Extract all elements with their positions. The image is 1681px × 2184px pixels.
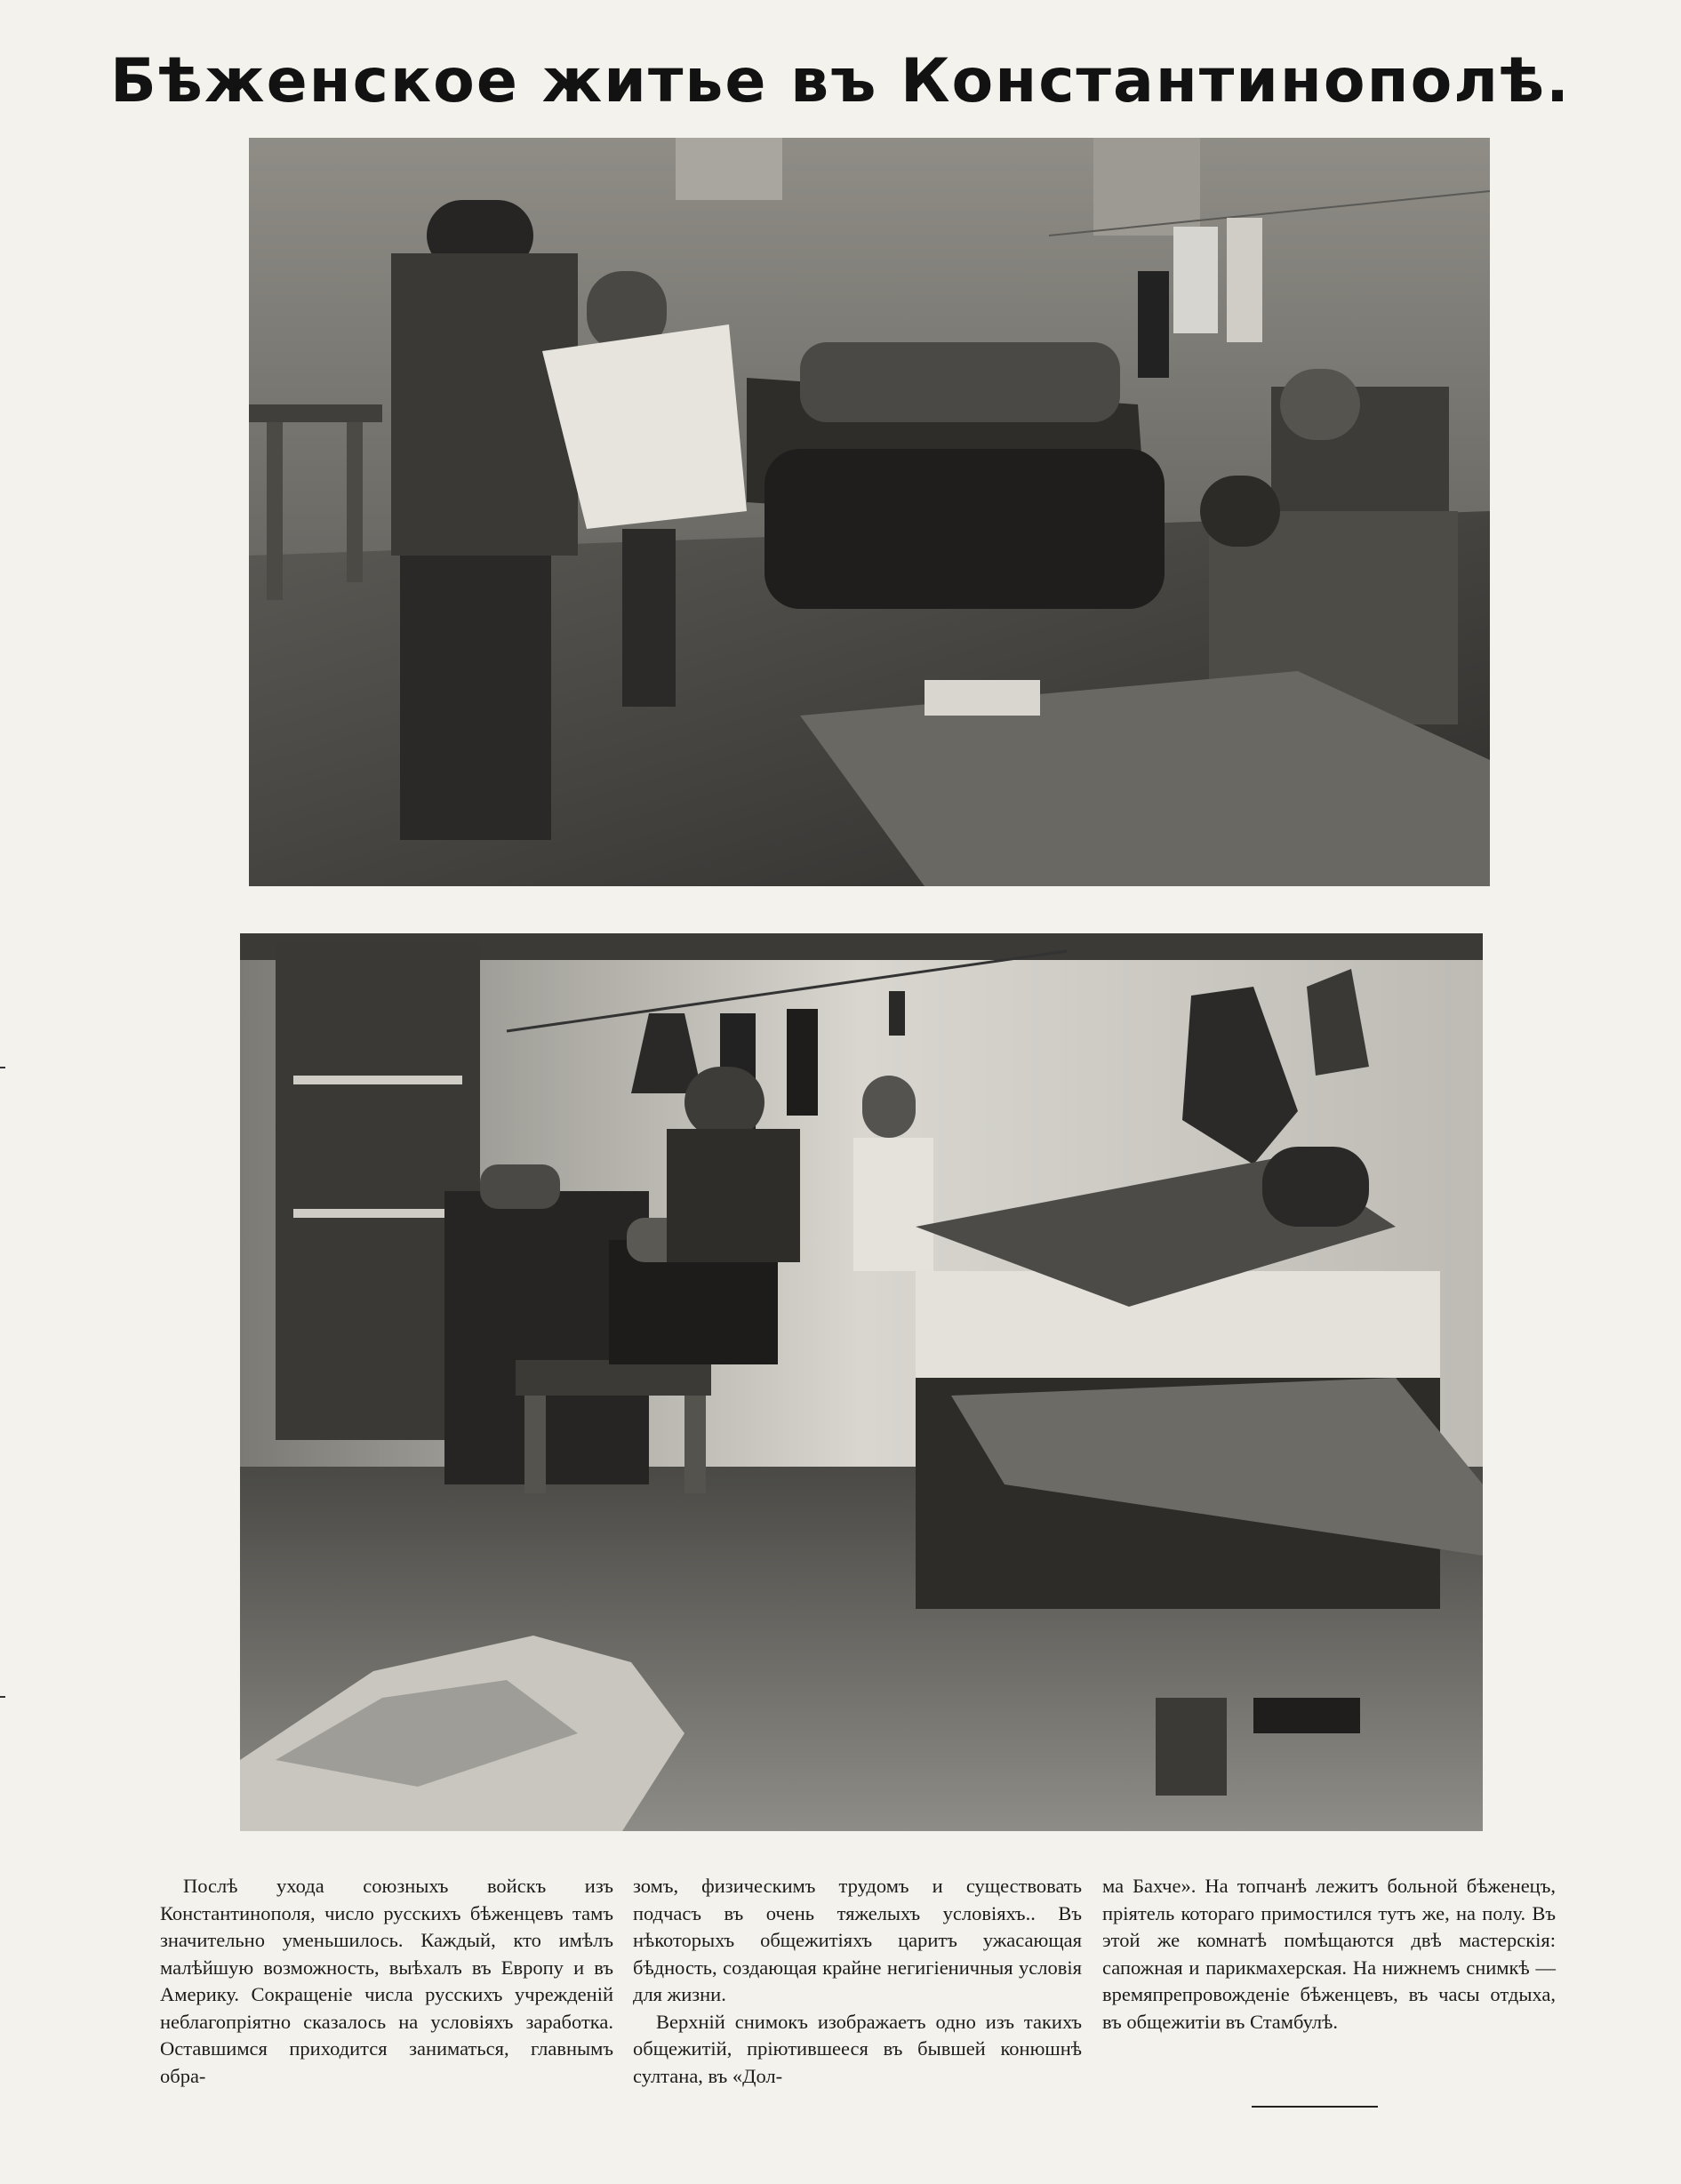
end-rule [1252, 2106, 1378, 2108]
page-title: Бѣженское житье въ Константинополѣ. [110, 46, 1571, 116]
photo-barber-and-cobblers-room-image [249, 138, 1490, 886]
binding-mark [0, 1067, 5, 1068]
article-paragraph: Верхній снимокъ изображаетъ одно изъ такихъ общежитій, пріютившееся въ бывшей конюшнѣ султана, въ «Дол- [633, 2010, 1082, 2087]
photo-barber-and-cobblers-room [249, 138, 1490, 886]
article-column-1 [160, 1873, 613, 2140]
article-paragraph: Послѣ ухода союзныхъ войскъ изъ Константинополя, число русскихъ бѣженцевъ тамъ значительно уменьшилось. Каждый, кто имѣлъ малѣйшую возможность, выѣхалъ въ Европу и въ Америку. Сокращеніе числа русскихъ учрежденій неблагопріятно сказалось на условіяхъ заработка. Оставшимся приходится заниматься, главнымъ обра- [160, 1875, 613, 2087]
article-paragraph: ма Бахче». На топчанѣ лежитъ больной бѣженецъ, пріятель котораго примостился тутъ же, на полу. Въ этой же комнатѣ помѣщаются двѣ мастерскія: сапожная и парикмахерская. На нижнемъ снимкѣ — времяпрепровожденіе бѣженцевъ, въ часы отдыха, въ общежитіи въ Стамбулѣ. [1102, 1875, 1556, 2033]
photo-refugees-leisure-dormitory-image [240, 933, 1483, 1831]
binding-mark [0, 1696, 5, 1698]
photo-refugees-leisure-dormitory [240, 933, 1483, 1831]
article-column-3 [1102, 1873, 1556, 2140]
article-column-2 [633, 1873, 1082, 2140]
article-paragraph: зомъ, физическимъ трудомъ и существовать подчасъ въ очень тяжелыхъ условіяхъ.. Въ нѣкоторыхъ общежитіяхъ царитъ ужасающая бѣдность, создающая крайне негигіеничныя условія для жизни. [633, 1875, 1082, 2005]
